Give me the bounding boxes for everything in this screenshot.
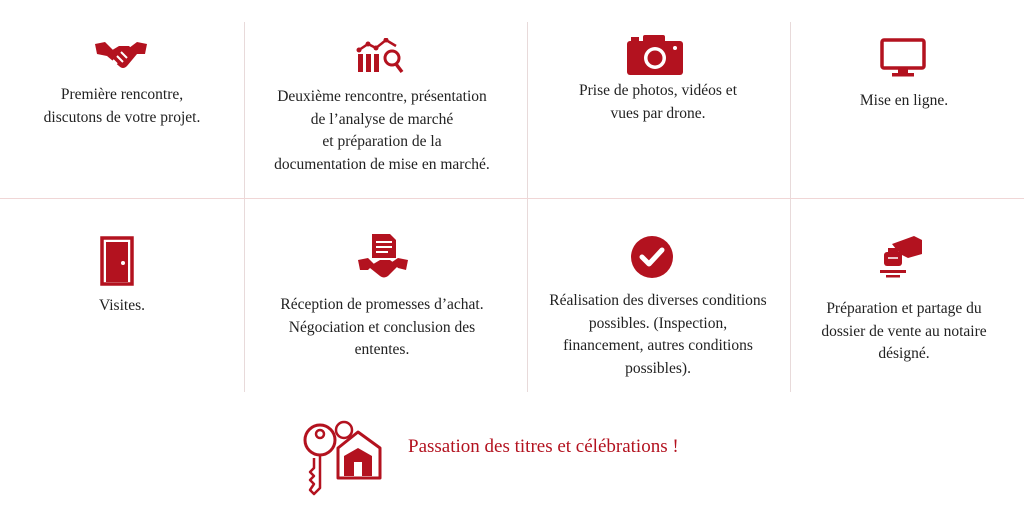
step-text: Réalisation des diverses conditions possibles. (Inspection, financement, autres conditions possibles). bbox=[549, 292, 767, 377]
step-text: Première rencontre, discutons de votre projet. bbox=[43, 86, 201, 126]
column-divider bbox=[790, 22, 791, 392]
camera-icon bbox=[627, 33, 683, 75]
step-text: Deuxième rencontre, présentation de l’analyse de marché et préparation de la documentation de mise en marché. bbox=[274, 88, 490, 173]
final-step-text: Passation des titres et célébrations ! bbox=[408, 436, 679, 457]
market-analysis-icon bbox=[356, 38, 404, 74]
handshake-icon bbox=[93, 38, 149, 74]
step-text: Réception de promesses d’achat. Négociation et conclusion des ententes. bbox=[280, 296, 484, 358]
step-text: Préparation et partage du dossier de vente au notaire désigné. bbox=[821, 300, 987, 362]
column-divider bbox=[527, 22, 528, 392]
door-icon bbox=[100, 236, 134, 286]
stamp-hand-icon bbox=[878, 234, 928, 278]
column-divider bbox=[244, 22, 245, 392]
step-text: Visites. bbox=[98, 297, 145, 314]
monitor-icon bbox=[880, 38, 926, 78]
step-text: Mise en ligne. bbox=[859, 92, 949, 109]
contract-handshake-icon bbox=[356, 232, 410, 280]
row-divider bbox=[0, 198, 1024, 199]
step-text: Prise de photos, vidéos et vues par drone. bbox=[579, 82, 737, 122]
checkmark-icon bbox=[630, 235, 674, 279]
house-keys-icon bbox=[300, 418, 384, 500]
